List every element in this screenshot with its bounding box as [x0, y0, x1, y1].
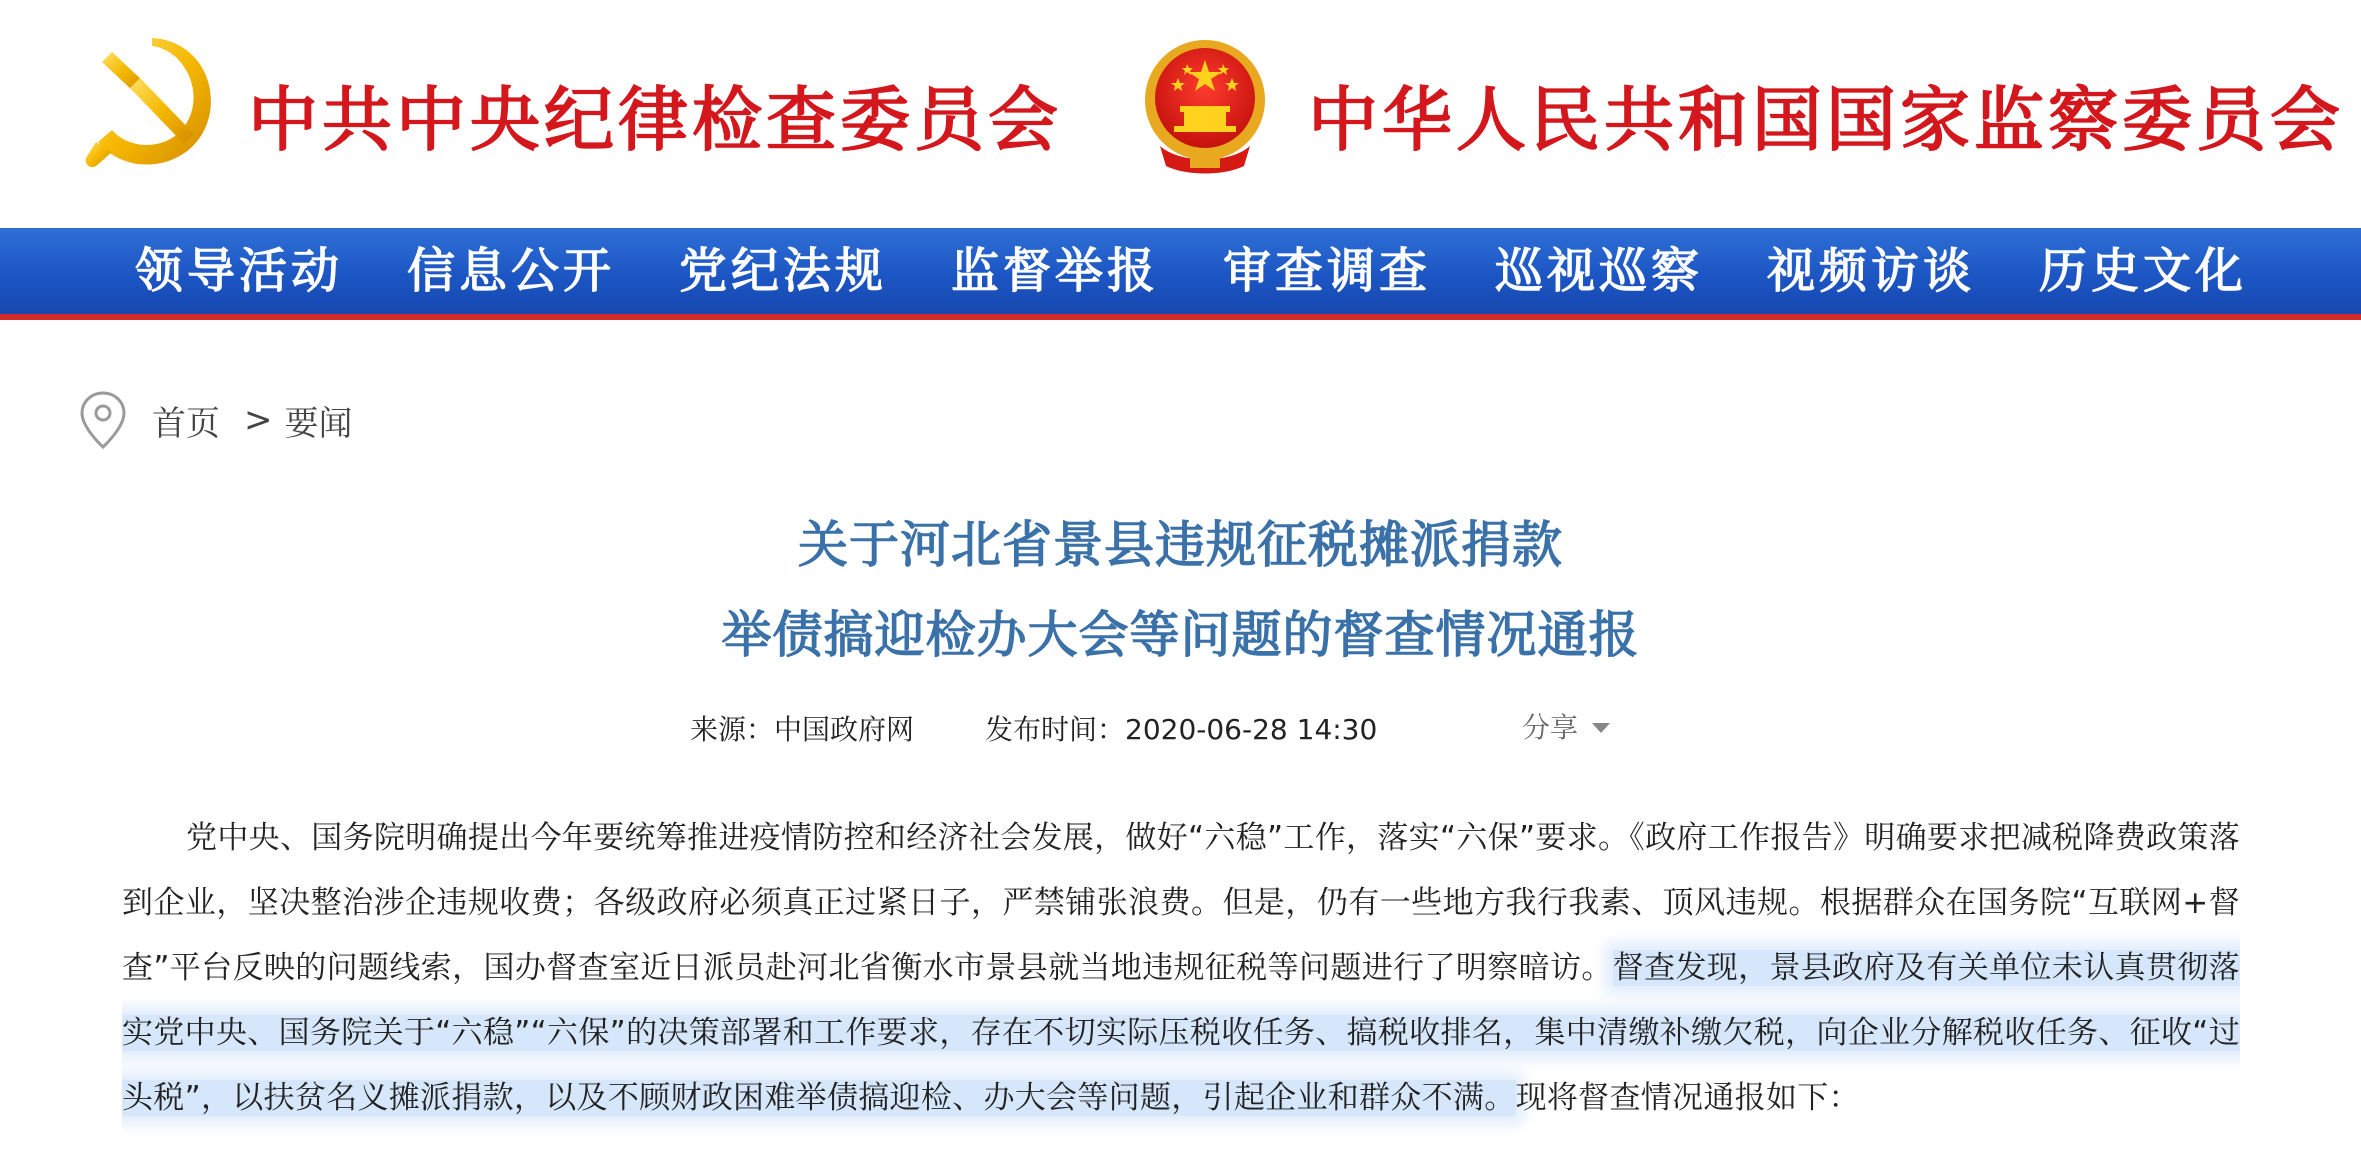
party-emblem-icon — [82, 30, 222, 175]
org-name-cpc: 中共中央纪律检查委员会 — [248, 78, 1062, 161]
main-nav — [0, 228, 2361, 320]
body-text-tail: 现将督查情况通报如下： — [1515, 1080, 1860, 1116]
location-pin-icon — [78, 390, 128, 450]
breadcrumb — [78, 390, 353, 450]
nav-item-report[interactable]: 监督举报 — [951, 243, 1160, 299]
article-title-line2: 举债搞迎检办大会等问题的督查情况通报 — [721, 606, 1640, 664]
nav-list — [135, 228, 2311, 314]
share-label: 分享 — [1522, 711, 1579, 744]
national-emblem-icon — [1140, 34, 1270, 179]
nav-item-video[interactable]: 视频访谈 — [1767, 243, 1976, 299]
nav-item-party-regulations[interactable]: 党纪法规 — [679, 243, 888, 299]
article-paragraph — [122, 806, 2240, 1131]
share-button[interactable] — [1522, 706, 1610, 746]
site-header — [0, 0, 2361, 228]
article-publish-time: 发布时间：2020-06-28 14:30 — [985, 713, 1378, 746]
org-name-nsc: 中华人民共和国国家监察委员会 — [1308, 78, 2344, 161]
nav-item-history[interactable]: 历史文化 — [2039, 243, 2248, 299]
nav-item-leadership[interactable]: 领导活动 — [135, 243, 344, 299]
article-body — [122, 806, 2240, 1131]
breadcrumb-home-link[interactable]: 首页 — [152, 403, 220, 444]
article-title-line1: 关于河北省景县违规征税摊派捐款 — [798, 516, 1563, 574]
nav-item-inspection[interactable]: 巡视巡察 — [1495, 243, 1704, 299]
body-text-plain: 党中央、国务院明确提出今年要统筹推进疫情防控和经济社会发展，做好“六稳”工作，落实“六保”要求。《政府工作报告》明确要求把减税降费政策落到企业，坚决整治涉企违规收费；各级政府必须真正过紧日子，严禁铺张浪费。但是，仍有一些地方我行我素、顶风违规。根据群众在国务院“互联网+督查”平台反映的问题线索，国办督查室近日派员赴河北省衡水市景县就当地违规征税等问题进行了明察暗访。 — [122, 820, 2240, 986]
nav-item-investigation[interactable]: 审查调查 — [1223, 243, 1432, 299]
article-source: 来源：中国政府网 — [690, 713, 915, 746]
body-text-highlighted: 督查发现，景县政府及有关单位未认真贯彻落实党中央、国务院关于“六稳”“六保”的决策部署和工作要求，存在不切实际压税收任务、搞税收排名，集中清缴补缴欠税，向企业分解税收任务、征收“过头税”，以扶贫名义摊派捐款，以及不顾财政困难举债搞迎检、办大会等问题，引起企业和群众不满。 — [122, 950, 2240, 1116]
breadcrumb-current-link[interactable]: 要闻 — [284, 403, 353, 444]
chevron-down-icon — [1592, 723, 1610, 733]
nav-item-info-disclosure[interactable]: 信息公开 — [407, 243, 616, 299]
breadcrumb-separator: > — [244, 400, 273, 440]
